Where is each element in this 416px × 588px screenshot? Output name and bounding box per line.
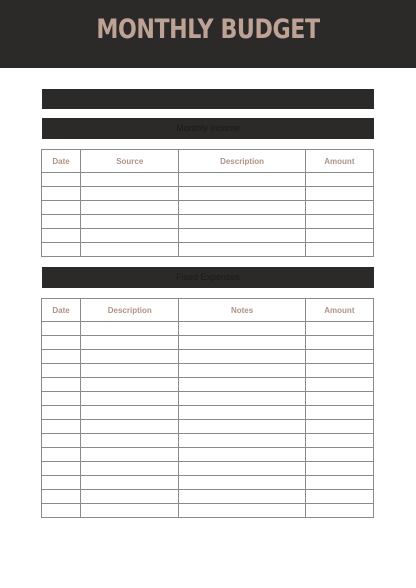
- expenses-table-row: [42, 490, 374, 504]
- expenses-table-cell[interactable]: [305, 434, 373, 448]
- expenses-table-cell[interactable]: [305, 336, 373, 350]
- income-table-cell[interactable]: [305, 201, 373, 215]
- income-table-cell[interactable]: [42, 187, 81, 201]
- expenses-table-cell[interactable]: [305, 322, 373, 336]
- expenses-table-cell[interactable]: [179, 336, 305, 350]
- income-col-amount: Amount: [305, 150, 373, 173]
- expenses-table-cell[interactable]: [42, 406, 81, 420]
- expenses-table-row: [42, 462, 374, 476]
- expenses-table-cell[interactable]: [305, 350, 373, 364]
- income-col-description: Description: [179, 150, 305, 173]
- expenses-table-cell[interactable]: [305, 462, 373, 476]
- income-table-cell[interactable]: [81, 201, 179, 215]
- income-table-cell[interactable]: [305, 215, 373, 229]
- expenses-table-cell[interactable]: [179, 322, 305, 336]
- expenses-table-cell[interactable]: [179, 406, 305, 420]
- expenses-table-row: [42, 420, 374, 434]
- expenses-table-cell[interactable]: [42, 476, 81, 490]
- expenses-table-cell[interactable]: [81, 420, 179, 434]
- expenses-table-cell[interactable]: [42, 350, 81, 364]
- expenses-table-cell[interactable]: [42, 392, 81, 406]
- expenses-table-row: [42, 364, 374, 378]
- expenses-table-cell[interactable]: [305, 490, 373, 504]
- expenses-table-row: [42, 504, 374, 518]
- income-table-row: [42, 173, 374, 187]
- expenses-table-cell[interactable]: [179, 504, 305, 518]
- income-table-cell[interactable]: [179, 215, 305, 229]
- expenses-table-cell[interactable]: [81, 476, 179, 490]
- expenses-table-cell[interactable]: [81, 462, 179, 476]
- expenses-table: [41, 298, 374, 518]
- income-col-source: Source: [81, 150, 179, 173]
- expenses-table-cell[interactable]: [81, 448, 179, 462]
- expenses-table-row: [42, 378, 374, 392]
- expenses-table-cell[interactable]: [81, 504, 179, 518]
- page-title: MONTHLY BUDGET: [96, 14, 320, 45]
- expenses-table-cell[interactable]: [305, 420, 373, 434]
- income-table-cell[interactable]: [81, 173, 179, 187]
- expenses-table-cell[interactable]: [42, 434, 81, 448]
- income-table-row: [42, 201, 374, 215]
- expenses-table-cell[interactable]: [81, 392, 179, 406]
- income-table-cell[interactable]: [81, 229, 179, 243]
- expenses-table-row: [42, 476, 374, 490]
- expenses-table-row: [42, 448, 374, 462]
- expenses-table-row: [42, 406, 374, 420]
- expenses-table-row: [42, 336, 374, 350]
- expenses-table-cell[interactable]: [305, 392, 373, 406]
- income-table-cell[interactable]: [179, 243, 305, 257]
- income-table-cell[interactable]: [179, 173, 305, 187]
- expenses-table-cell[interactable]: [42, 336, 81, 350]
- income-table-cell[interactable]: [81, 187, 179, 201]
- expenses-table-cell[interactable]: [81, 322, 179, 336]
- income-table-cell[interactable]: [42, 201, 81, 215]
- expenses-table-cell[interactable]: [179, 350, 305, 364]
- income-table-row: [42, 243, 374, 257]
- expenses-table-cell[interactable]: [81, 364, 179, 378]
- expenses-table-row: [42, 350, 374, 364]
- income-table-cell[interactable]: [305, 173, 373, 187]
- income-table-cell[interactable]: [42, 243, 81, 257]
- expenses-table-cell[interactable]: [179, 392, 305, 406]
- income-table-cell[interactable]: [81, 243, 179, 257]
- expenses-table-cell[interactable]: [42, 364, 81, 378]
- income-table-header-row: [42, 150, 374, 173]
- income-table-row: [42, 215, 374, 229]
- expenses-table-cell[interactable]: [179, 476, 305, 490]
- expenses-table-cell[interactable]: [305, 448, 373, 462]
- expenses-table-cell[interactable]: [42, 448, 81, 462]
- expenses-table-cell[interactable]: [179, 364, 305, 378]
- expenses-table-cell[interactable]: [81, 336, 179, 350]
- expenses-table-header-row: [42, 299, 374, 322]
- expenses-table-cell[interactable]: [42, 420, 81, 434]
- income-table-cell[interactable]: [305, 229, 373, 243]
- expenses-table-cell[interactable]: [81, 490, 179, 504]
- income-table-cell[interactable]: [305, 243, 373, 257]
- income-table-cell[interactable]: [81, 215, 179, 229]
- expenses-table-cell[interactable]: [179, 448, 305, 462]
- expenses-table-cell[interactable]: [305, 504, 373, 518]
- expenses-col-amount: Amount: [305, 299, 373, 322]
- income-table-cell[interactable]: [179, 187, 305, 201]
- blank-section-bar: [42, 89, 374, 109]
- expenses-table-cell[interactable]: [179, 434, 305, 448]
- expenses-col-notes: Notes: [179, 299, 305, 322]
- expenses-table-row: [42, 434, 374, 448]
- expenses-col-description: Description: [81, 299, 179, 322]
- expenses-table-cell[interactable]: [179, 490, 305, 504]
- income-table-cell[interactable]: [179, 201, 305, 215]
- expenses-table-cell[interactable]: [179, 378, 305, 392]
- expenses-table-cell[interactable]: [42, 322, 81, 336]
- expenses-table-row: [42, 322, 374, 336]
- expenses-table-cell[interactable]: [81, 434, 179, 448]
- expenses-table-cell[interactable]: [42, 490, 81, 504]
- expenses-table-cell[interactable]: [81, 350, 179, 364]
- expenses-table-row: [42, 392, 374, 406]
- income-table-cell[interactable]: [305, 187, 373, 201]
- expenses-table-cell[interactable]: [179, 420, 305, 434]
- expenses-table-cell[interactable]: [42, 378, 81, 392]
- expenses-table-cell[interactable]: [42, 504, 81, 518]
- income-table-cell[interactable]: [42, 215, 81, 229]
- income-table-cell[interactable]: [42, 173, 81, 187]
- income-table: [41, 149, 374, 257]
- income-col-date: Date: [42, 150, 81, 173]
- expenses-table-cell[interactable]: [305, 406, 373, 420]
- expenses-table-cell[interactable]: [305, 378, 373, 392]
- expenses-table-cell[interactable]: [81, 378, 179, 392]
- income-section-heading: Monthly Income: [42, 118, 374, 139]
- income-table-cell[interactable]: [42, 229, 81, 243]
- expenses-table-cell[interactable]: [305, 364, 373, 378]
- income-table-row: [42, 229, 374, 243]
- expenses-table-cell[interactable]: [81, 406, 179, 420]
- expenses-section-heading: Fixed Expenses: [42, 267, 374, 288]
- expenses-table-cell[interactable]: [42, 462, 81, 476]
- expenses-col-date: Date: [42, 299, 81, 322]
- expenses-table-cell[interactable]: [179, 462, 305, 476]
- income-table-row: [42, 187, 374, 201]
- expenses-table-cell[interactable]: [305, 476, 373, 490]
- income-table-cell[interactable]: [179, 229, 305, 243]
